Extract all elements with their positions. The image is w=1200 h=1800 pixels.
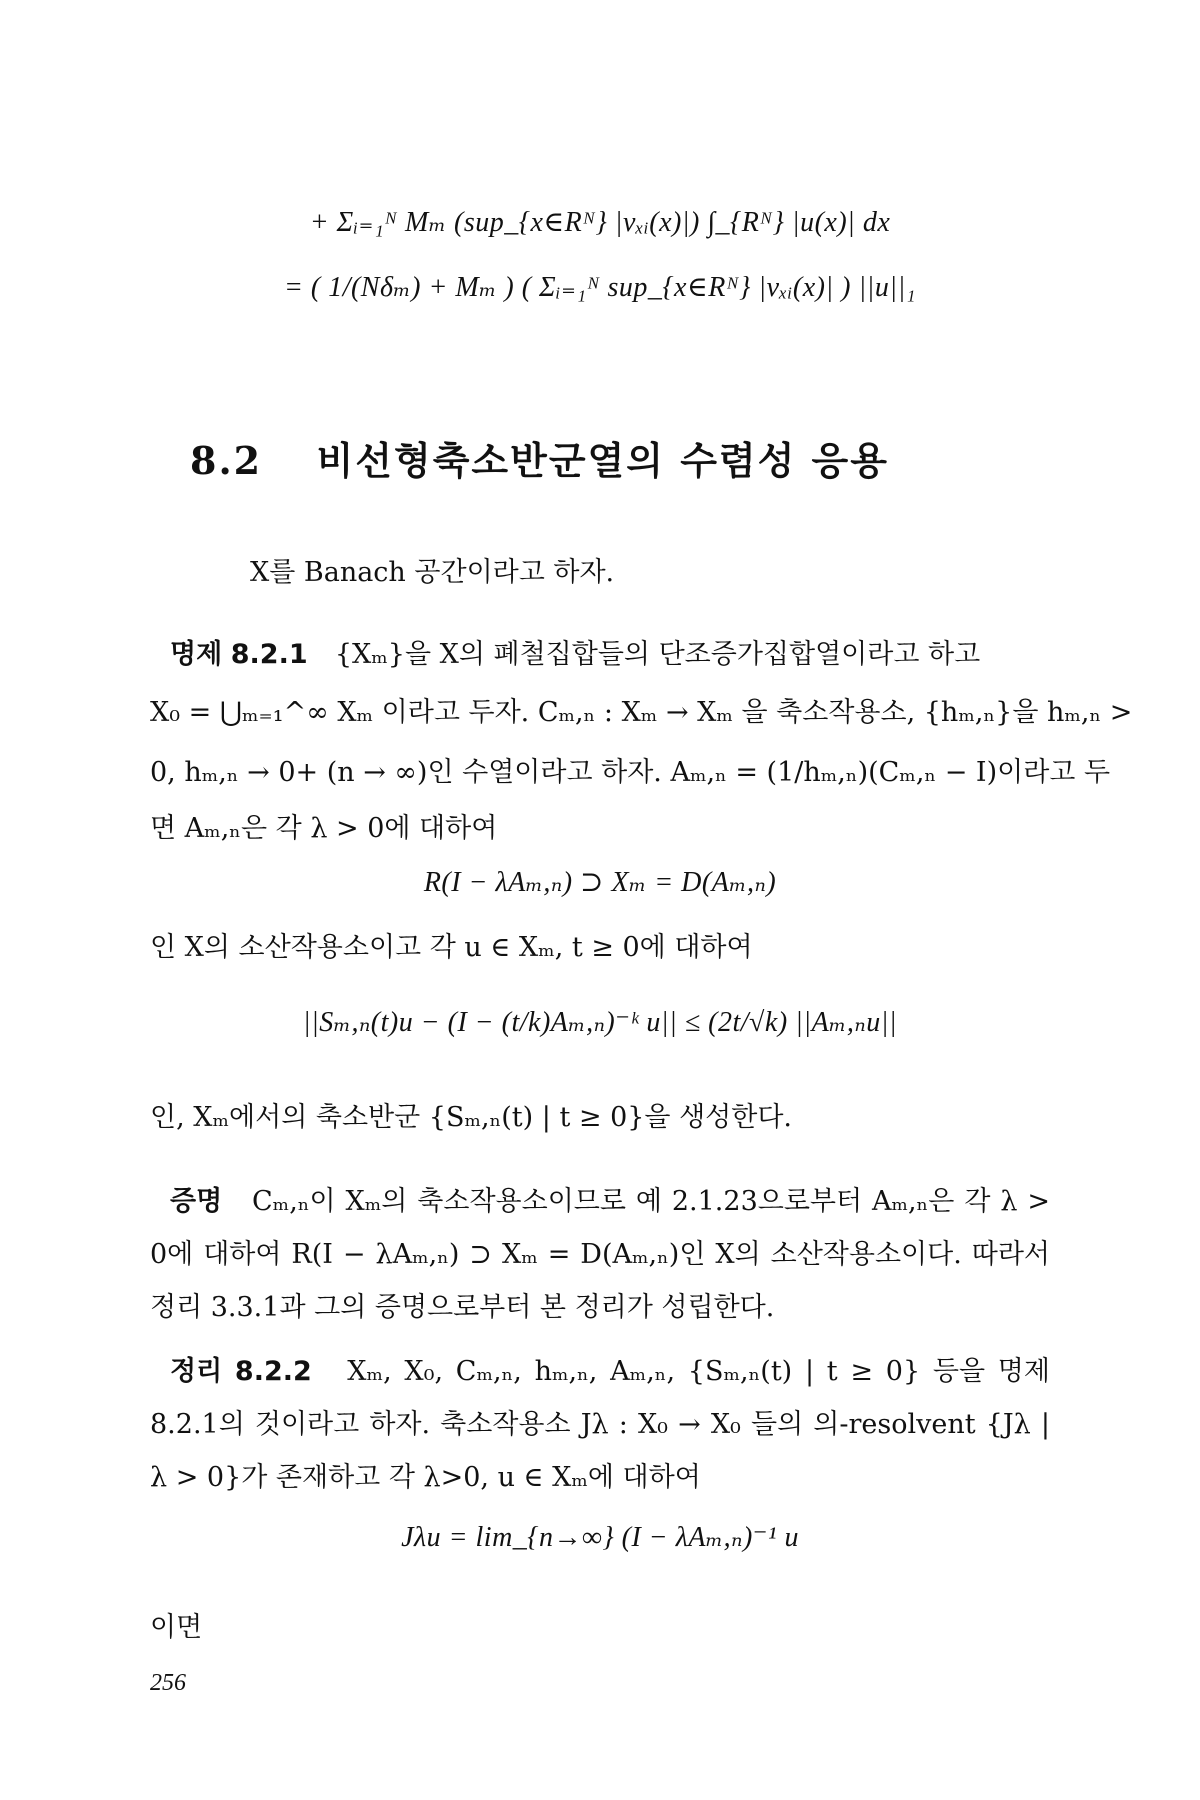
proposition-text-5: 인 X의 소산작용소이고 각 u ∈ Xₘ, t ≥ 0에 대하여 — [150, 932, 753, 963]
section-heading — [190, 430, 889, 485]
proof-label: 증명 — [170, 1186, 223, 1217]
proposition-text-2: X₀ = ⋃ₘ₌₁^∞ Xₘ 이라고 두자. Cₘ,ₙ : Xₘ → Xₘ 을 축소작용소, {hₘ,ₙ}을 hₘ,ₙ > — [150, 697, 1133, 728]
theorem-equation: Jλu = lim_{n→∞} (I − λAₘ,ₙ)⁻¹ u — [401, 1522, 799, 1553]
proposition-equation-2: ||Sₘ,ₙ(t)u − (I − (t/k)Aₘ,ₙ)⁻ᵏ u|| ≤ (2t/√k) ||Aₘ,ₙu|| — [302, 1007, 898, 1038]
proposition-first-line — [170, 632, 980, 671]
intro-sentence: X를 Banach 공간이라고 하자. — [250, 557, 615, 588]
theorem-number: 8.2.2 — [234, 1356, 312, 1387]
theorem-text: Xₘ, X₀, Cₘ,ₙ, hₘ,ₙ, Aₘ,ₙ, {Sₘ,ₙ(t) | t ≥ 0} 등을 명제 8.2.1의 것이라고 하자. 축소작용소 Jλ : X₀ → X₀ 들의 의-resolvent {Jλ | λ > 0}가 존재하고 각 λ>0, u ∈ Xₘ에 대하여 — [150, 1356, 1050, 1493]
proposition-text-4: 면 Aₘ,ₙ은 각 λ > 0에 대하여 — [150, 813, 498, 844]
theorem-label: 정리 — [170, 1356, 223, 1387]
theorem-trailing-text: 이면 — [150, 1612, 203, 1643]
theorem-paragraph — [150, 1345, 1050, 1504]
proposition-label: 명제 — [170, 639, 223, 670]
page-number: 256 — [150, 1670, 186, 1696]
proposition-number: 8.2.1 — [230, 639, 308, 670]
proof-text: Cₘ,ₙ이 Xₘ의 축소작용소이므로 예 2.1.23으로부터 Aₘ,ₙ은 각 λ > 0에 대하여 R(I − λAₘ,ₙ) ⊃ Xₘ = D(Aₘ,ₙ)인 X의 소산작용소이다. 따라서 정리 3.3.1과 그의 증명으로부터 본 정리가 성립한다. — [150, 1186, 1050, 1323]
section-number: 8.2 — [190, 438, 263, 483]
proposition-text-1: {Xₘ}을 X의 폐철집합들의 단조증가집합열이라고 하고 — [334, 639, 981, 670]
equation-top-line-2: = ( 1/(Nδₘ) + Mₘ ) ( Σᵢ₌₁ᴺ sup_{x∈Rᴺ} |vₓᵢ(x)| ) ||u||₁ — [283, 272, 916, 303]
proof-paragraph — [150, 1175, 1050, 1334]
proposition-text-3: 0, hₘ,ₙ → 0+ (n → ∞)인 수열이라고 하자. Aₘ,ₙ = (1/hₘ,ₙ)(Cₘ,ₙ − I)이라고 두 — [150, 757, 1111, 788]
proposition-equation-1: R(I − λAₘ,ₙ) ⊃ Xₘ = D(Aₘ,ₙ) — [423, 867, 777, 898]
section-title: 비선형축소반군열의 수렴성 응용 — [316, 438, 889, 483]
equation-top-line-1: + Σᵢ₌₁ᴺ Mₘ (sup_{x∈Rᴺ} |vₓᵢ(x)|) ∫_{Rᴺ} |u(x)| dx — [309, 207, 891, 238]
proposition-text-6: 인, Xₘ에서의 축소반군 {Sₘ,ₙ(t) | t ≥ 0}을 생성한다. — [150, 1102, 793, 1133]
